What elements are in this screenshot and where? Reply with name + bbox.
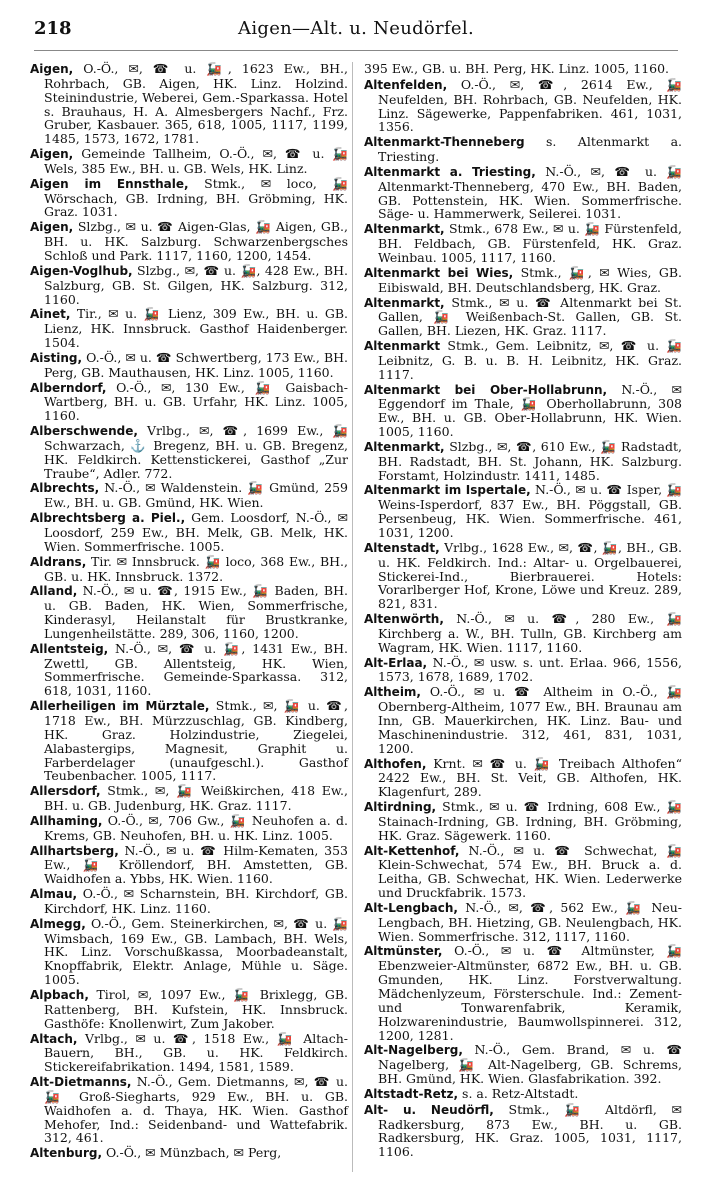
gazetteer-entry xyxy=(364,62,682,77)
entry-place-name: Aisting, xyxy=(30,350,83,365)
entry-place-name: Albrechtsberg a. Piel., xyxy=(30,511,186,526)
entry-text: N.-Ö., ✉ u. ☎ Isper, 🚂 Weins-Isperdorf, 837 Ew., BH. Pöggstall, GB. Persenbeug, HK. Wien. Sommerfrische. 461, 1031, 1200. xyxy=(378,482,682,540)
entry-text: O.-Ö., ✉, ☎, 2614 Ew., 🚂 Neufelden, BH. Rohrbach, GB. Neufelden, HK. Linz. Sägewerke, Pappenfabriken. 461, 1031, 1356. xyxy=(378,76,682,135)
gazetteer-entry xyxy=(364,901,682,944)
entry-text: N.-Ö., ✉, ☎, 562 Ew., 🚂 Neu-Lengbach, BH. Hietzing, GB. Neulengbach, HK. Wien. Sommerfrische. 312, 1117, 1160. xyxy=(378,899,682,944)
entry-text: O.-Ö., Gem. Steinerkirchen, ✉, ☎ u. 🚂 Wimsbach, 169 Ew., GB. Lambach, BH. Wels, HK. Linz. Vorschußkassa, Moorbadeanstalt, Knopffabrik, Elektr. Anlage, Mühle u. Säge. 1005. xyxy=(44,915,348,988)
gazetteer-entry xyxy=(364,135,682,164)
gazetteer-entry xyxy=(30,642,348,698)
entry-place-name: Allerheiligen im Mürztale, xyxy=(30,699,210,714)
entry-place-name: Aldrans, xyxy=(30,554,87,569)
entry-place-name: Altenmarkt bei Wies, xyxy=(364,265,514,280)
header-rule xyxy=(34,50,678,51)
gazetteer-entry xyxy=(364,944,682,1042)
entry-place-name: Alt- u. Neudörfl, xyxy=(364,1102,494,1117)
entry-place-name: Aigen, xyxy=(30,62,74,76)
entry-text: Stmk., ✉ u. ☎ Irdning, 608 Ew., 🚂 Stainach-Irdning, GB. Irdning, BH. Gröbming, HK. Graz. Sägewerk. 1160. xyxy=(378,799,682,843)
entry-place-name: Altstadt-Retz, xyxy=(364,1086,459,1101)
entry-place-name: Altenmarkt xyxy=(364,339,441,354)
entry-place-name: Altheim, xyxy=(364,685,421,700)
entry-place-name: Altenmarkt, xyxy=(364,295,445,310)
gazetteer-entry xyxy=(364,1087,682,1102)
entry-text: Tir., ✉ u. 🚂 Lienz, 309 Ew., BH. u. GB. Lienz, HK. Innsbruck. Gasthof Haidenberger. 1504. xyxy=(44,306,348,351)
entry-text: Slzbg., ✉ u. ☎ Aigen-Glas, 🚂 Aigen, GB., BH. u. HK. Salzburg. Schwarzenbergsches Schloß und Park. 1117, 1160, 1200, 1454. xyxy=(44,219,348,263)
gazetteer-entry xyxy=(364,440,682,483)
entry-place-name: Aigen, xyxy=(30,147,74,162)
gazetteer-entry xyxy=(364,383,682,439)
gazetteer-entry xyxy=(364,222,682,265)
entry-place-name: Altenmarkt, xyxy=(364,222,445,237)
gazetteer-entry xyxy=(30,1032,348,1075)
entry-text: s. Altenmarkt a. Triesting. xyxy=(378,134,682,165)
entry-text: N.-Ö., ✉ Eggendorf im Thale, 🚂 Oberhollabrunn, 308 Ew., BH. u. GB. Ober-Hollabrunn, HK. Wien. 1005, 1160. xyxy=(378,381,683,440)
gazetteer-entry xyxy=(364,266,682,295)
gazetteer-entry xyxy=(364,1103,682,1159)
gazetteer-entry xyxy=(30,511,348,554)
gazetteer-entry xyxy=(364,656,682,685)
entry-text: Vrlbg., ✉, ☎, 1699 Ew., 🚂 Schwarzach, ⚓ Bregenz, BH. u. GB. Bregenz, HK. Feldkirch. Kettenstickerei, Gasthof „Zur Traube“, Adler. 772. xyxy=(44,423,348,481)
entry-place-name: Altenburg, xyxy=(30,1146,103,1161)
entry-text: N.-Ö., ✉, ☎ u. 🚂, 1431 Ew., BH. Zwettl, GB. Allentsteig, HK. Wien, Sommerfrische. Gemeinde-Sparkassa. 312, 618, 1031, 1160. xyxy=(44,640,348,699)
gazetteer-entry xyxy=(364,612,682,655)
entry-text: Stmk., ✉, 🚂 u. ☎, 1718 Ew., BH. Mürzzuschlag, GB. Kindberg, HK. Graz. Holzindustrie, Ziegelei, Alabastergips, Magnesit, Graphit u. Farberdelager (unaufgeschl.). Gasthof Teubenbacher. 1005, 1117. xyxy=(44,698,349,784)
entry-text: Vrlbg., ✉ u. ☎, 1518 Ew., 🚂 Altach-Bauern, BH., GB. u. HK. Feldkirch. Stickereifabrikation. 1494, 1581, 1589. xyxy=(44,1030,348,1075)
entry-place-name: Alt-Kettenhof, xyxy=(364,843,460,858)
entry-text: Gemeinde Tallheim, O.-Ö., ✉, ☎ u. 🚂 Wels, 385 Ew., BH. u. GB. Wels, HK. Linz. xyxy=(44,146,348,176)
entry-place-name: Altmünster, xyxy=(364,944,443,959)
gazetteer-entry xyxy=(30,699,348,783)
entry-text: N.-Ö., ✉ u. ☎, 1915 Ew., 🚂 Baden, BH. u. GB. Baden, HK. Wien, Sommerfrische, Kinderasyl, Heilanstalt für Brustkranke, Lungenheilstätte. 289, 306, 1160, 1200. xyxy=(44,583,348,641)
entry-text: O.-Ö., ✉ u. ☎ Altheim in O.-Ö., 🚂 Obernberg-Altheim, 1077 Ew., BH. Braunau am Inn, GB. Mauerkirchen, HK. Linz. Bau- und Maschinenindustrie. 312, 461, 831, 1031, 1200. xyxy=(378,684,682,756)
gazetteer-entry xyxy=(364,483,682,539)
entry-text: O.-Ö., ✉, ☎ u. 🚂, 1623 Ew., BH., Rohrbach, GB. Aigen, HK. Linz. Holzind. Steinindustrie, Weberei, Gem.-Sparkassa. Hotel s. Brauhaus, H. A. Almesbergers Nachf., Frz. Gruber, Kasbauer. 365, 618, 1005, 1117, 1199, 1485, 1573, 1672, 1781. xyxy=(44,61,348,147)
entry-text: Stmk., Gem. Leibnitz, ✉, ☎ u. 🚂 Leibnitz, G. B. u. B. H. Leibnitz, HK. Graz. 1117. xyxy=(378,338,682,382)
entry-text: N.-Ö., Gem. Dietmanns, ✉, ☎ u. 🚂 Groß-Siegharts, 929 Ew., BH. u. GB. Waidhofen a. d. Thaya, HK. Wien. Gasthof Mehofer, Ind.: Seidenband- und Wattefabrik. 312, 461. xyxy=(44,1074,348,1146)
entry-text: N.-Ö., ✉ usw. s. unt. Erlaa. 966, 1556, 1573, 1678, 1689, 1702. xyxy=(378,654,682,685)
gazetteer-entry xyxy=(30,555,348,584)
entry-place-name: Allhaming, xyxy=(30,813,103,828)
entry-place-name: Altenmarkt-Thenneberg xyxy=(364,135,525,150)
gazetteer-entry xyxy=(30,844,348,887)
entry-text: N.-Ö., ✉ u. ☎, 280 Ew., 🚂 Kirchberg a. W., BH. Tulln, GB. Kirchberg am Wagram, HK. Wien. 1117, 1160. xyxy=(378,611,682,655)
entry-place-name: Allentsteig, xyxy=(30,641,109,656)
entry-place-name: Ainet, xyxy=(30,307,71,322)
entry-place-name: Aigen, xyxy=(30,220,74,235)
gazetteer-entry xyxy=(30,351,348,380)
gazetteer-entry xyxy=(364,78,682,134)
gazetteer-entry xyxy=(364,757,682,800)
entry-text: Tirol, ✉, 1097 Ew., 🚂 Brixlegg, GB. Rattenberg, BH. Kufstein, HK. Innsbruck. Gasthöfe: Knollenwirt, Zum Jakober. xyxy=(44,987,348,1031)
gazetteer-entry xyxy=(364,339,682,382)
gazetteer-entry xyxy=(30,62,348,146)
entry-text: Slzbg., ✉, ☎ u. 🚂, 428 Ew., BH. Salzburg, GB. St. Gilgen, HK. Salzburg. 312, 1160. xyxy=(44,262,348,307)
left-column xyxy=(30,62,348,1162)
entry-text: O.-Ö., ✉ Scharnstein, BH. Kirchdorf, GB. Kirchdorf, HK. Linz. 1160. xyxy=(44,886,348,916)
entry-place-name: Altenmarkt im Ispertale, xyxy=(364,483,531,498)
entry-text: Stmk., ✉, 🚂 Weißkirchen, 418 Ew., BH. u. GB. Judenburg, HK. Graz. 1117. xyxy=(44,783,348,814)
entry-text: N.-Ö., Gem. Brand, ✉ u. ☎ Nagelberg, 🚂 Alt-Nagelberg, GB. Schrems, BH. Gmünd, HK. Wien. Glasfabrikation. 392. xyxy=(378,1042,682,1087)
entry-place-name: Altirdning, xyxy=(364,800,437,815)
entry-place-name: Altenstadt, xyxy=(364,540,440,555)
entry-place-name: Altach, xyxy=(30,1031,78,1046)
right-column xyxy=(364,62,682,1160)
gazetteer-entry xyxy=(364,165,682,221)
entry-place-name: Almegg, xyxy=(30,916,86,931)
entry-text: N.-Ö., ✉, ☎ u. 🚂 Altenmarkt-Thenneberg, 470 Ew., BH. Baden, GB. Pottenstein, HK. Wien. Sommerfrische. Säge- u. Hammerwerk, Seilerei. 1031. xyxy=(378,163,682,222)
entry-place-name: Alberschwende, xyxy=(30,424,138,439)
gazetteer-entry xyxy=(364,541,682,611)
gazetteer-entry xyxy=(30,887,348,916)
entry-text: Stmk., 🚂 Altdörfl, ✉ Radkersburg, 873 Ew., BH. u. GB. Radkersburg, HK. Graz. 1005, 1031, 1117, 1106. xyxy=(378,1101,682,1160)
entry-place-name: Alt-Lengbach, xyxy=(364,900,458,915)
entry-place-name: Altenwörth, xyxy=(364,612,444,627)
entry-place-name: Allersdorf, xyxy=(30,784,101,799)
gazetteer-entry xyxy=(30,147,348,176)
gazetteer-entry xyxy=(364,296,682,339)
gazetteer-entry xyxy=(364,844,682,900)
gazetteer-entry xyxy=(30,307,348,350)
entry-text: Stmk., ✉ u. ☎ Altenmarkt bei St. Gallen, 🚂 Weißenbach-St. Gallen, GB. St. Gallen, BH. Liezen, HK. Graz. 1117. xyxy=(378,294,682,339)
entry-place-name: Alt-Nagelberg, xyxy=(364,1043,463,1058)
gazetteer-entry xyxy=(30,988,348,1031)
entry-place-name: Altenmarkt, xyxy=(364,439,445,454)
entry-text: Stmk., 🚂, ✉ Wies, GB. Eibiswald, BH. Deutschlandsberg, HK. Graz. xyxy=(378,264,682,295)
entry-text: O.-Ö., ✉ Münzbach, ✉ Perg, xyxy=(102,1145,282,1161)
entry-text: O.-Ö., ✉, 130 Ew., 🚂 Gaisbach-Wartberg, BH. u. GB. Urfahr, HK. Linz. 1005, 1160. xyxy=(44,379,348,424)
gazetteer-entry xyxy=(364,800,682,843)
gazetteer-entry xyxy=(30,784,348,813)
gazetteer-entry xyxy=(30,177,348,220)
column-divider xyxy=(352,62,353,1172)
page-number: 218 xyxy=(34,18,72,39)
entry-place-name: Almau, xyxy=(30,887,78,902)
gazetteer-entry xyxy=(364,1043,682,1086)
entry-text: O.-Ö., ✉ u. ☎ Altmünster, 🚂 Ebenzweier-Altmünster, 6872 Ew., BH. u. GB. Gmunden, HK. Linz. Forstverwaltung. Mädchenlyzeum, Försterschule. Ind.: Zement- und Tonwarenfabrik, Keramik, Holzwarenindustrie, Baumwollspinnerei. 312, 1200, 1281. xyxy=(378,943,682,1043)
gazetteer-entry xyxy=(30,264,348,307)
entry-text: 395 Ew., GB. u. BH. Perg, HK. Linz. 1005, 1160. xyxy=(364,61,670,76)
entry-place-name: Allhartsberg, xyxy=(30,843,119,858)
gazetteer-entry xyxy=(364,685,682,755)
entry-text: Tir. ✉ Innsbruck. 🚂 loco, 368 Ew., BH., GB. u. HK. Innsbruck. 1372. xyxy=(44,553,348,584)
entry-place-name: Alberndorf, xyxy=(30,380,107,395)
entry-text: Stmk., ✉ loco, 🚂 Wörschach, GB. Irdning, BH. Gröbming, HK. Graz. 1031. xyxy=(44,175,348,220)
entry-text: N.-Ö., ✉ u. ☎ Hilm-Kematen, 353 Ew., 🚂 Kröllendorf, BH. Amstetten, GB. Waidhofen a. Ybbs, HK. Wien. 1160. xyxy=(44,842,348,887)
entry-text: O.-Ö., ✉ u. ☎ Schwertberg, 173 Ew., BH. Perg, GB. Mauthausen, HK. Linz. 1005, 1160. xyxy=(44,349,348,380)
gazetteer-entry xyxy=(30,814,348,843)
gazetteer-entry xyxy=(30,1075,348,1145)
gazetteer-entry xyxy=(30,481,348,510)
entry-place-name: Aigen-Voglhub, xyxy=(30,263,133,278)
entry-place-name: Altenmarkt a. Triesting, xyxy=(364,164,536,179)
entry-place-name: Albrechts, xyxy=(30,481,100,496)
entry-text: Stmk., 678 Ew., ✉ u. 🚂 Fürstenfeld, BH. Feldbach, GB. Fürstenfeld, HK. Graz. Weinbau. 1005, 1117, 1160. xyxy=(378,221,682,265)
page-header xyxy=(34,16,678,42)
gazetteer-entry xyxy=(30,220,348,263)
entry-text: Slzbg., ✉, ☎, 610 Ew., 🚂 Radstadt, BH. Radstadt, BH. St. Johann, HK. Salzburg. Forstamt, Holzindustr. 1411, 1485. xyxy=(378,438,682,483)
entry-place-name: Alt-Erlaa, xyxy=(364,655,428,670)
gazetteer-entry xyxy=(30,424,348,480)
entry-place-name: Alt-Dietmanns, xyxy=(30,1075,132,1090)
entry-place-name: Alland, xyxy=(30,584,78,599)
entry-place-name: Altenmarkt bei Ober-Hollabrunn, xyxy=(364,382,608,397)
entry-text: N.-Ö., ✉ Waldenstein. 🚂 Gmünd, 259 Ew., BH. u. GB. Gmünd, HK. Wien. xyxy=(44,480,348,511)
gazetteer-entry xyxy=(30,917,348,987)
entry-text: Krnt. ✉ ☎ u. 🚂 Treibach Althofen“ 2422 Ew., BH. St. Veit, GB. Althofen, HK. Klagenfurt, 289. xyxy=(378,755,682,800)
entry-place-name: Alpbach, xyxy=(30,988,89,1002)
entry-place-name: Althofen, xyxy=(364,756,427,771)
entry-text: s. a. Retz-Altstadt. xyxy=(458,1085,579,1101)
entry-text: Vrlbg., 1628 Ew., ✉, ☎, 🚂, BH., GB. u. HK. Feldkirch. Ind.: Altar- u. Orgelbauerei, Stickerei-Ind., Bierbrauerei. Hotels: Vorarlberger Hof, Krone, Löwe und Kreuz. 289, 821, 831. xyxy=(378,539,682,612)
gazetteer-entry xyxy=(30,1146,348,1161)
gazetteer-entry xyxy=(30,381,348,424)
entry-text: Gem. Loosdorf, N.-Ö., ✉ Loosdorf, 259 Ew., BH. Melk, GB. Melk, HK. Wien. Sommerfrische. 1005. xyxy=(44,510,348,554)
entry-text: N.-Ö., ✉ u. ☎ Schwechat, 🚂 Klein-Schwechat, 574 Ew., BH. Bruck a. d. Leitha, GB. Schwechat, HK. Wien. Lederwerke und Druckfabrik. 1573. xyxy=(378,842,682,901)
entry-text: O.-Ö., ✉, 706 Gw., 🚂 Neuhofen a. d. Krems, GB. Neuhofen, BH. u. HK. Linz. 1005. xyxy=(44,812,348,843)
page-title: Aigen—Alt. u. Neudörfel. xyxy=(238,18,474,39)
entry-place-name: Aigen im Ennsthale, xyxy=(30,176,189,191)
entry-place-name: Altenfelden, xyxy=(364,77,448,92)
gazetteer-entry xyxy=(30,584,348,640)
